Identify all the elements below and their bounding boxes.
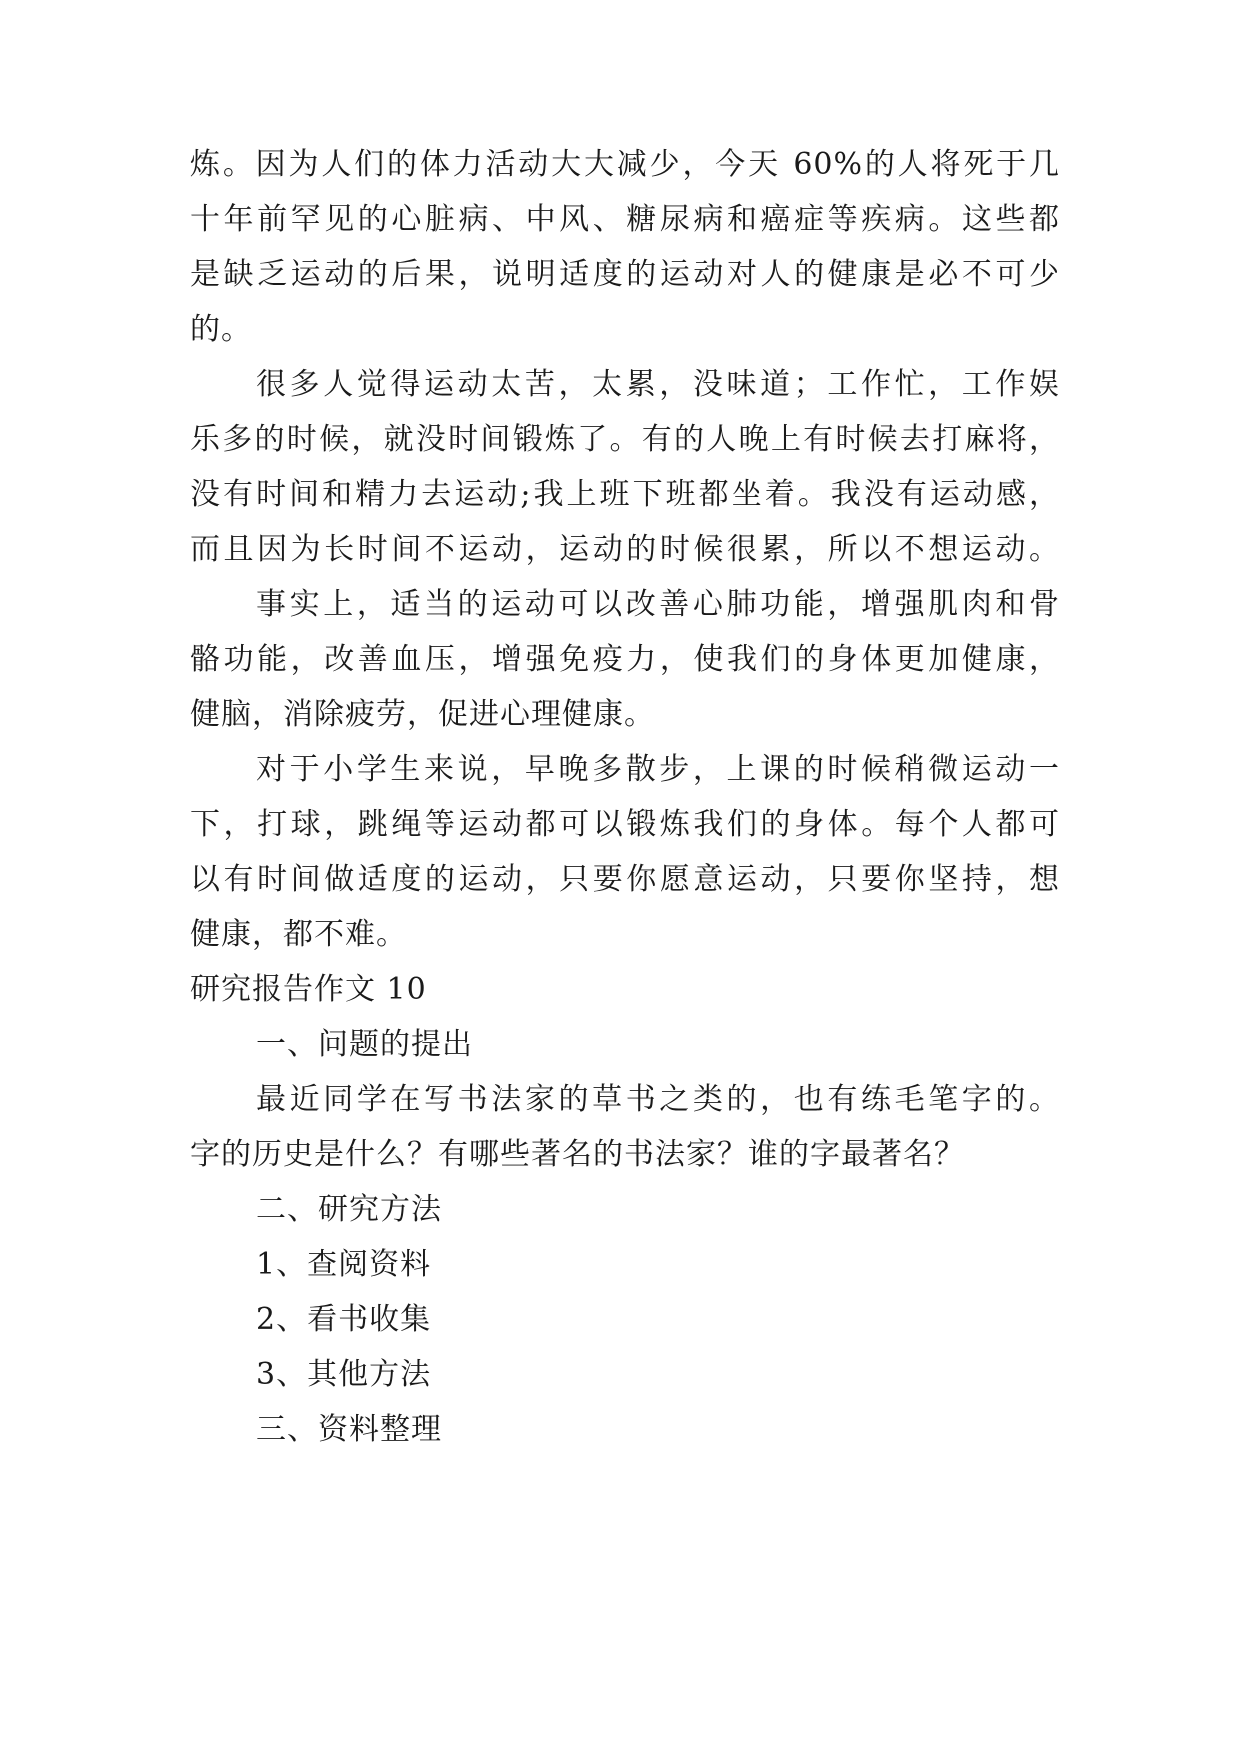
method-item: 2、看书收集 xyxy=(256,1302,432,1337)
heading-data: 三、资料整理 xyxy=(256,1412,442,1447)
paragraph-line: 健康，都不难。 xyxy=(190,917,407,952)
paragraph-line: 下，打球，跳绳等运动都可以锻炼我们的身体。每个人都可 xyxy=(190,807,1060,842)
paragraph-line: 而且因为长时间不运动，运动的时候很累，所以不想运动。 xyxy=(190,532,1060,567)
paragraph-line: 字的历史是什么？有哪些著名的书法家？谁的字最著名？ xyxy=(190,1137,965,1172)
paragraph-line: 很多人觉得运动太苦，太累，没味道；工作忙，工作娱 xyxy=(256,367,1060,402)
paragraph-line: 最近同学在写书法家的草书之类的，也有练毛笔字的。 xyxy=(256,1082,1060,1117)
paragraph-line: 的。 xyxy=(190,312,252,347)
paragraph-line: 对于小学生来说，早晚多散步，上课的时候稍微运动一 xyxy=(256,752,1060,787)
heading-methods: 二、研究方法 xyxy=(256,1192,442,1227)
paragraph-line: 十年前罕见的心脏病、中风、糖尿病和癌症等疾病。这些都 xyxy=(190,202,1060,237)
method-item: 3、其他方法 xyxy=(256,1357,432,1392)
method-item: 1、查阅资料 xyxy=(256,1247,432,1282)
paragraph-line: 炼。因为人们的体力活动大大减少，今天 60%的人将死于几 xyxy=(190,147,1060,182)
paragraph-line: 是缺乏运动的后果，说明适度的运动对人的健康是必不可少 xyxy=(190,257,1060,292)
paragraph-line: 事实上，适当的运动可以改善心肺功能，增强肌肉和骨 xyxy=(256,587,1060,622)
paragraph-line: 骼功能，改善血压，增强免疫力，使我们的身体更加健康， xyxy=(190,642,1060,677)
section-title: 研究报告作文 10 xyxy=(190,972,427,1007)
paragraph-line: 乐多的时候，就没时间锻炼了。有的人晚上有时候去打麻将， xyxy=(190,422,1060,457)
paragraph-line: 健脑，消除疲劳，促进心理健康。 xyxy=(190,697,655,732)
paragraph-line: 没有时间和精力去运动;我上班下班都坐着。我没有运动感， xyxy=(190,477,1060,512)
paragraph-line: 以有时间做适度的运动，只要你愿意运动，只要你坚持，想 xyxy=(190,862,1060,897)
heading-problem: 一、问题的提出 xyxy=(256,1027,473,1062)
